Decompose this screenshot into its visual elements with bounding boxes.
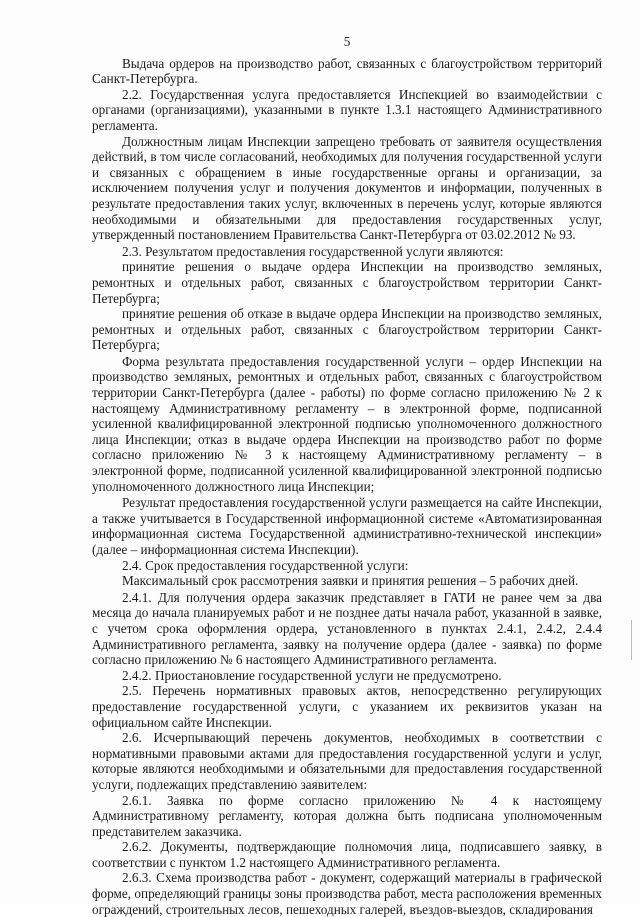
- paragraph-services-intro: Выдача ордеров на производство работ, связанных с благоустройством территорий Санкт-Петербурга.: [92, 55, 602, 87]
- paragraph-2-5: 2.5. Перечень нормативных правовых актов, непосредственно регулирующих предоставление государственной услуги, с указанием их реквизитов указан на официальном сайте Инспекции.: [92, 683, 602, 730]
- paragraph-2-4-1: 2.4.1. Для получения ордера заказчик представляет в ГАТИ не ранее чем за два месяца до начала планируемых работ и не позднее даты начала работ, указанной в заявке, с учетом срока оформления ордера, установленного в пунктах 2.4.1, 2.4.2, 2.4.4 Административного регламента, заявку на получение ордера (далее - заявка) по форме согласно приложению № 6 настоящего Административного регламента.: [92, 589, 602, 668]
- scan-edge-mark: [631, 620, 632, 660]
- paragraph-result-refusal: принятие решения об отказе в выдаче ордера Инспекции на производство земляных, ремонтных и отдельных работ, связанных с благоустройством территории Санкт-Петербурга;: [92, 306, 602, 353]
- page-number: 5: [343, 34, 351, 49]
- paragraph-2-4: 2.4. Срок предоставления государственной услуги:: [122, 557, 409, 573]
- paragraph-2-4-2: 2.4.2. Приостановление государственной услуги не предусмотрено.: [122, 667, 502, 683]
- paragraph-prohibition: Должностным лицам Инспекции запрещено требовать от заявителя осуществления действий, в том числе согласований, необходимых для получения государственной услуги и связанных с обращением в иные государственные органы и организации, за исключением получения услуг и получения документов и информации, полученных в результате предоставления таких услуг, включенных в перечень услуг, которые являются необходимыми и обязательными для предоставления государственных услуг, утвержденный постановлением Правительства Санкт-Петербурга от 03.02.2012 № 93.: [92, 133, 602, 243]
- paragraph-result-publication: Результат предоставления государственной услуги размещается на сайте Инспекции, а также учитывается в Государственной информационной системе «Автоматизированная информационная система Государственной административно-технической инспекции» (далее – информационная система Инспекции).: [92, 495, 602, 557]
- paragraph-2-2: 2.2. Государственная услуга предоставляется Инспекцией во взаимодействии с органами (организациями), указанными в пункте 1.3.1 настоящего Административного регламента.: [92, 86, 602, 133]
- paragraph-2-6-1: 2.6.1. Заявка по форме согласно приложению № 4 к настоящему Административному регламенту, которая должна быть подписана уполномоченным представителем заказчика.: [92, 792, 602, 839]
- paragraph-2-6-3: 2.6.3. Схема производства работ - документ, содержащий материалы в графической форме, определяющий границы зоны производства работ, места расположения временных ограждений, строительных лесов, пешеходных галерей, въездов-выездов, складирования: [92, 870, 602, 917]
- paragraph-max-term: Максимальный срок рассмотрения заявки и принятия решения – 5 рабочих дней.: [122, 573, 579, 589]
- paragraph-2-6: 2.6. Исчерпывающий перечень документов, необходимых в соответствии с нормативными правовыми актами для предоставления государственной услуги и услуг, которые являются необходимыми и обязательными для предоставления государственной услуги, подлежащих представлению заявителем:: [92, 730, 602, 792]
- paragraph-result-form: Форма результата предоставления государственной услуги – ордер Инспекции на производство земляных, ремонтных и отдельных работ, связанных с благоустройством территории Санкт-Петербурга (далее - работы) по форме согласно приложению № 2 к настоящему Административному регламенту – в электронной форме, подписанной усиленной квалифицированной электронной подписью уполномоченного должностного лица Инспекции; отказ в выдаче ордера Инспекции на производство работ по форме согласно приложению № 3 к настоящему Административному регламенту – в электронной форме, подписанной усиленной квалифицированной электронной подписью уполномоченного должностного лица Инспекции;: [92, 353, 602, 494]
- paragraph-result-issue: принятие решения о выдаче ордера Инспекции на производство земляных, ремонтных и отдельных работ, связанных с благоустройством территории Санкт-Петербурга;: [92, 259, 602, 306]
- paragraph-2-3: 2.3. Результатом предоставления государственной услуги являются:: [122, 243, 504, 259]
- paragraph-2-6-2: 2.6.2. Документы, подтверждающие полномочия лица, подписавшего заявку, в соответствии с пунктом 1.2 настоящего Административного регламента.: [92, 839, 602, 870]
